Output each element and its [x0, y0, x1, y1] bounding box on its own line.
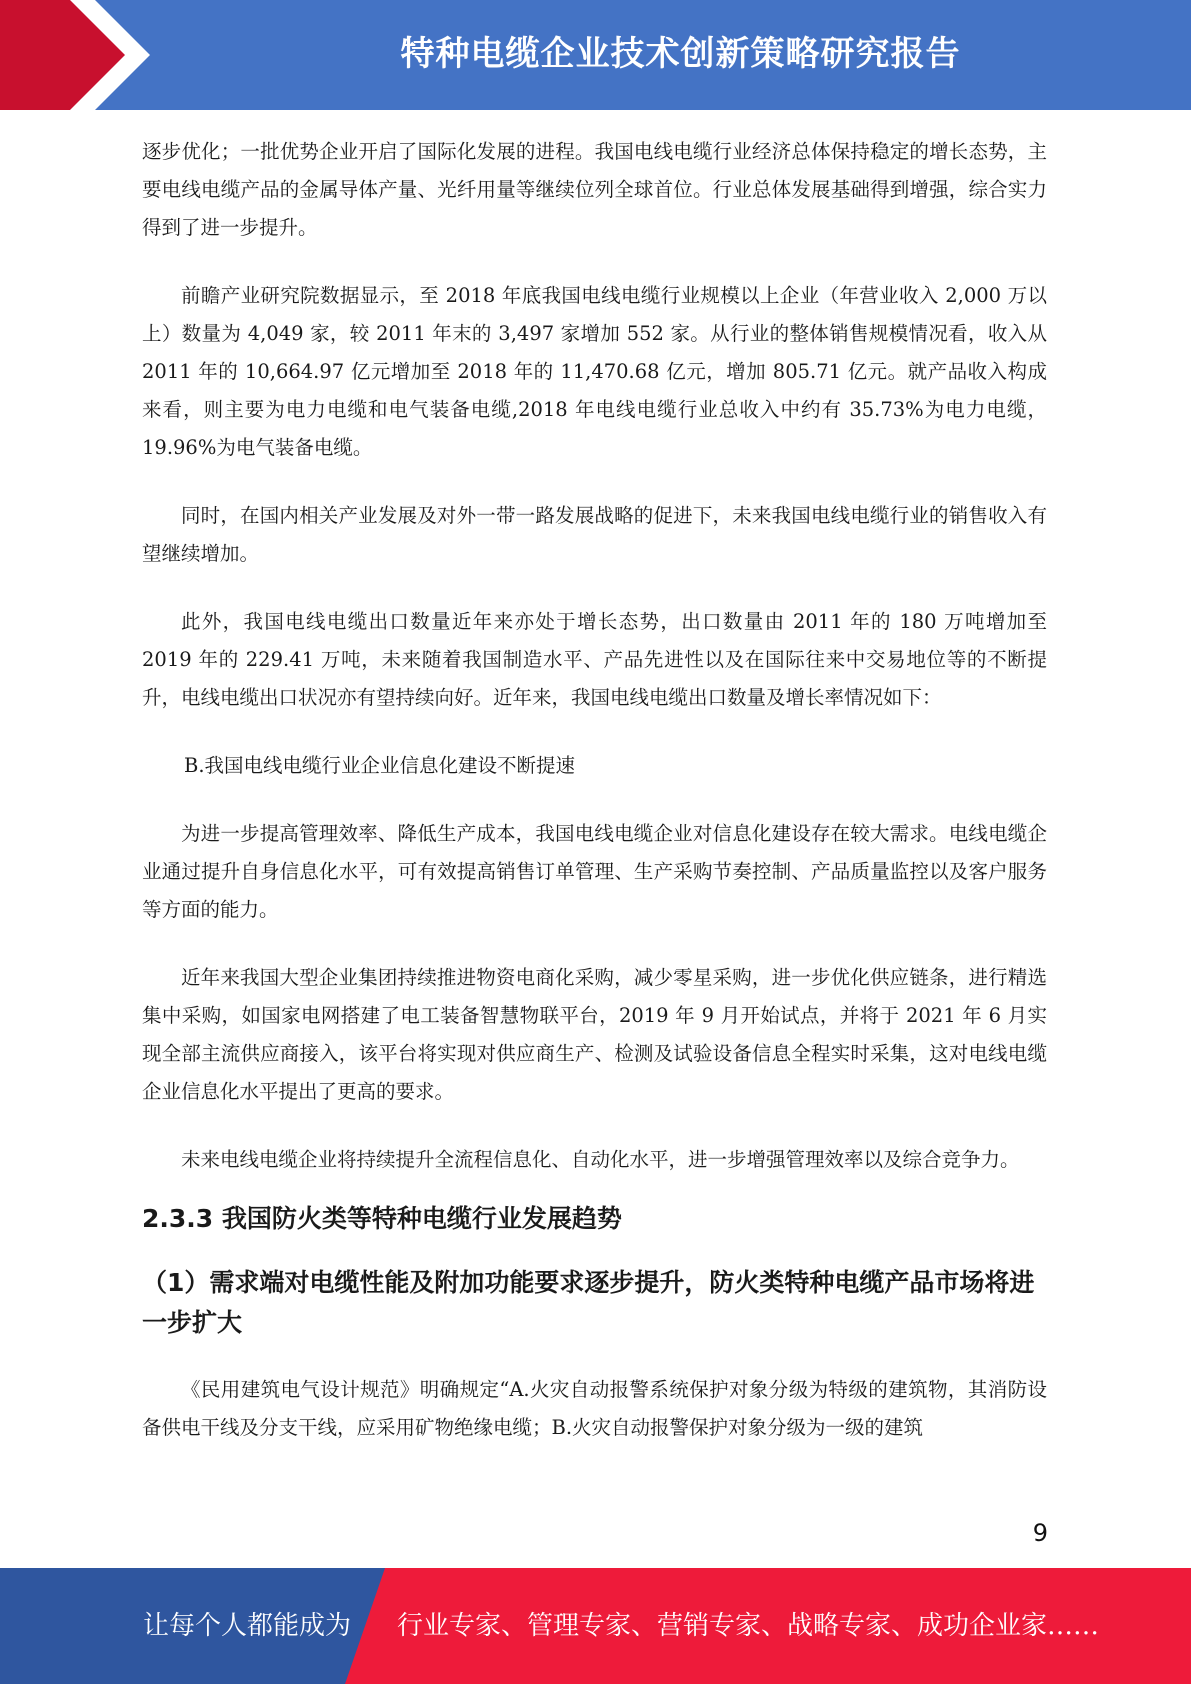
page-number: 9 — [1032, 1519, 1048, 1547]
paragraph-future: 未来电线电缆企业将持续提升全流程信息化、自动化水平，进一步增强管理效率以及综合竞争力。 — [181, 1148, 1020, 1171]
paragraph-export: 此外，我国电线电缆出口数量近年来亦处于增长态势，出口数量由 2011 年的 180 万吨增加至 2019 年的 229.41 万吨，未来随着我国制造水平、产品先进性以及在国际往来中交易地位等的不断提升，电线电缆出口状况亦有望持续向好。近年来，我国电线电缆出口数量及增长率情况如下： — [142, 610, 1047, 709]
section-heading-2-3-3: 2.3.3 我国防火类等特种电缆行业发展趋势 — [142, 1204, 622, 1233]
paragraph-informatization: 为进一步提高管理效率、降低生产成本，我国电线电缆企业对信息化建设存在较大需求。电线电缆企业通过提升自身信息化水平，可有效提高销售订单管理、生产采购节奏控制、产品质量监控以及客户服务等方面的能力。 — [142, 822, 1047, 921]
subsection-b-title: B.我国电线电缆行业企业信息化建设不断提速 — [184, 754, 576, 777]
subsection-heading-1: （1）需求端对电缆性能及附加功能要求逐步提升，防火类特种电缆产品市场将进一步扩大 — [142, 1268, 1035, 1337]
paragraph-sales-outlook: 同时，在国内相关产业发展及对外一带一路发展战略的促进下，未来我国电线电缆行业的销售收入有望继续增加。 — [142, 504, 1047, 565]
paragraph-continued: 逐步优化；一批优势企业开启了国际化发展的进程。我国电线电缆行业经济总体保持稳定的增长态势，主要电线电缆产品的金属导体产量、光纤用量等继续位列全球首位。行业总体发展基础得到增强，综合实力得到了进一步提升。 — [142, 140, 1047, 239]
page-header — [0, 0, 1191, 110]
paragraph-design-code: 《民用建筑电气设计规范》明确规定“A.火灾自动报警系统保护对象分级为特级的建筑物，其消防设备供电干线及分支干线，应采用矿物绝缘电缆；B.火灾自动报警保护对象分级为一级的建筑 — [142, 1378, 1047, 1439]
report-title: 特种电缆企业技术创新策略研究报告 — [400, 34, 961, 74]
page-content — [142, 133, 1047, 1447]
paragraph-industry-data: 前瞻产业研究院数据显示，至 2018 年底我国电线电缆行业规模以上企业（年营业收入 2,000 万以上）数量为 4,049 家，较 2011 年末的 3,497 家增加 552 家。从行业的整体销售规模情况看，收入从 2011 年的 10,664.97 亿元增加至 2018 年的 11,470.68 亿元，增加 805.71 亿元。就产品收入构成来看，则主要为电力电缆和电气装备电缆,2018 年电线电缆行业总收入中约有 35.73%为电力电缆，19.96%为电气装备电缆。 — [142, 284, 1047, 459]
footer-slogan-left: 让每个人都能成为 — [143, 1611, 352, 1641]
paragraph-procurement: 近年来我国大型企业集团持续推进物资电商化采购，减少零星采购，进一步优化供应链条，进行精选集中采购，如国家电网搭建了电工装备智慧物联平台，2019 年 9 月开始试点，并将于 2021 年 6 月实现全部主流供应商接入，该平台将实现对供应商生产、检测及试验设备信息全程实时采集，这对电线电缆企业信息化水平提出了更高的要求。 — [142, 966, 1047, 1103]
page-footer — [0, 1568, 1191, 1684]
header-arrow-decoration — [0, 0, 160, 110]
footer-slogan-right: 行业专家、管理专家、营销专家、战略专家、成功企业家…… — [397, 1611, 1100, 1641]
